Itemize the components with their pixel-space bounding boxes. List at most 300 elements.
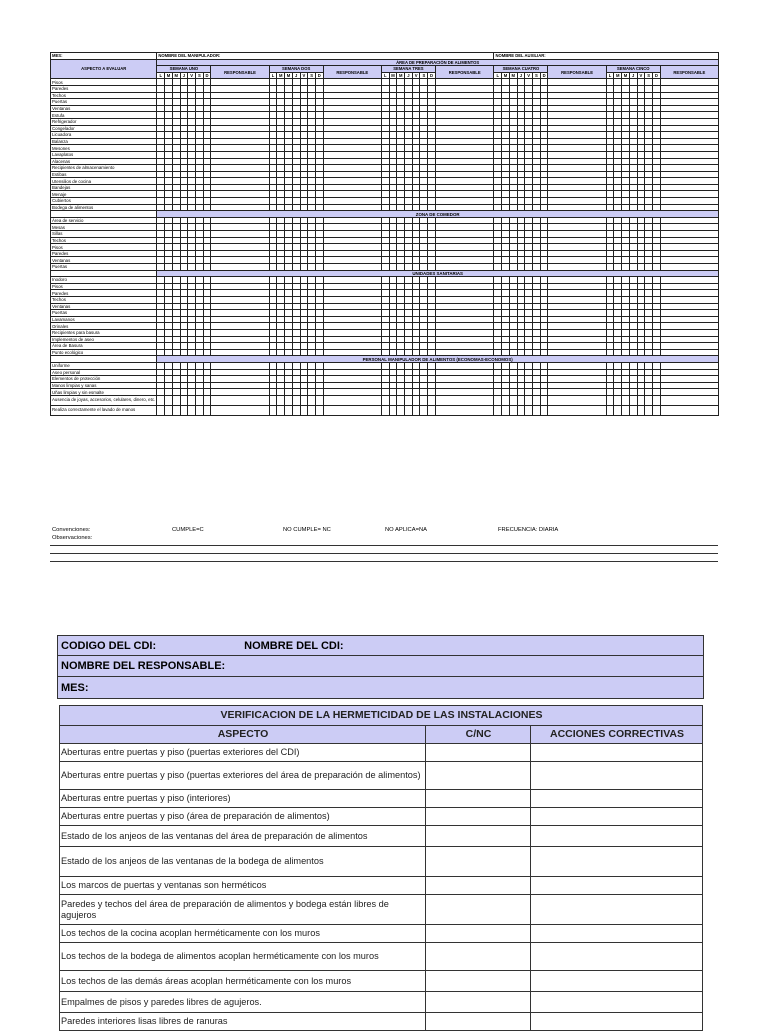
- check-cell[interactable]: [548, 105, 606, 112]
- check-cell[interactable]: [660, 99, 718, 106]
- check-cell[interactable]: [637, 316, 645, 323]
- check-cell[interactable]: [428, 237, 436, 244]
- check-cell[interactable]: [300, 244, 308, 251]
- check-cell[interactable]: [323, 191, 381, 198]
- check-cell[interactable]: [494, 250, 502, 257]
- check-cell[interactable]: [300, 303, 308, 310]
- check-cell[interactable]: [428, 405, 436, 415]
- check-cell[interactable]: [517, 184, 525, 191]
- check-cell[interactable]: [660, 244, 718, 251]
- check-cell[interactable]: [517, 264, 525, 271]
- check-cell[interactable]: [389, 138, 397, 145]
- check-cell[interactable]: [285, 105, 293, 112]
- check-cell[interactable]: [203, 310, 211, 317]
- check-cell[interactable]: [211, 303, 269, 310]
- check-cell[interactable]: [397, 178, 405, 185]
- check-cell[interactable]: [323, 184, 381, 191]
- check-cell[interactable]: [548, 349, 606, 356]
- check-cell[interactable]: [405, 85, 413, 92]
- check-cell[interactable]: [533, 323, 541, 330]
- check-cell[interactable]: [653, 264, 661, 271]
- check-cell[interactable]: [622, 283, 630, 290]
- check-cell[interactable]: [203, 369, 211, 376]
- check-cell[interactable]: [269, 329, 277, 336]
- check-cell[interactable]: [533, 283, 541, 290]
- check-cell[interactable]: [494, 105, 502, 112]
- check-cell[interactable]: [540, 151, 548, 158]
- check-cell[interactable]: [405, 204, 413, 211]
- check-cell[interactable]: [315, 310, 323, 317]
- check-cell[interactable]: [653, 224, 661, 231]
- check-cell[interactable]: [195, 264, 203, 271]
- check-cell[interactable]: [389, 323, 397, 330]
- check-cell[interactable]: [211, 277, 269, 284]
- check-cell[interactable]: [389, 343, 397, 350]
- check-cell[interactable]: [389, 158, 397, 165]
- check-cell[interactable]: [494, 132, 502, 139]
- check-cell[interactable]: [412, 171, 420, 178]
- check-cell[interactable]: [540, 349, 548, 356]
- check-cell[interactable]: [381, 250, 389, 257]
- check-cell[interactable]: [323, 217, 381, 224]
- check-cell[interactable]: [285, 138, 293, 145]
- check-cell[interactable]: [540, 250, 548, 257]
- check-cell[interactable]: [629, 277, 637, 284]
- check-cell[interactable]: [540, 244, 548, 251]
- check-cell[interactable]: [172, 376, 180, 383]
- check-cell[interactable]: [188, 310, 196, 317]
- check-cell[interactable]: [315, 323, 323, 330]
- check-cell[interactable]: [645, 125, 653, 132]
- check-cell[interactable]: [637, 92, 645, 99]
- check-cell[interactable]: [292, 151, 300, 158]
- check-cell[interactable]: [533, 296, 541, 303]
- check-cell[interactable]: [548, 92, 606, 99]
- check-cell[interactable]: [606, 224, 614, 231]
- check-cell[interactable]: [397, 138, 405, 145]
- check-cell[interactable]: [405, 343, 413, 350]
- check-cell[interactable]: [420, 310, 428, 317]
- check-cell[interactable]: [269, 132, 277, 139]
- check-cell[interactable]: [397, 171, 405, 178]
- check-cell[interactable]: [509, 85, 517, 92]
- check-cell[interactable]: [157, 178, 165, 185]
- check-cell[interactable]: [211, 171, 269, 178]
- check-cell[interactable]: [211, 237, 269, 244]
- check-cell[interactable]: [517, 178, 525, 185]
- check-cell[interactable]: [203, 112, 211, 119]
- check-cell[interactable]: [157, 257, 165, 264]
- check-cell[interactable]: [653, 349, 661, 356]
- check-cell[interactable]: [645, 303, 653, 310]
- check-cell[interactable]: [533, 336, 541, 343]
- check-cell[interactable]: [269, 231, 277, 238]
- check-cell[interactable]: [494, 79, 502, 86]
- check-cell[interactable]: [195, 204, 203, 211]
- acciones-cell[interactable]: [531, 925, 703, 943]
- check-cell[interactable]: [300, 250, 308, 257]
- check-cell[interactable]: [203, 264, 211, 271]
- check-cell[interactable]: [188, 382, 196, 389]
- check-cell[interactable]: [397, 217, 405, 224]
- check-cell[interactable]: [502, 151, 510, 158]
- check-cell[interactable]: [548, 79, 606, 86]
- check-cell[interactable]: [629, 105, 637, 112]
- check-cell[interactable]: [188, 191, 196, 198]
- check-cell[interactable]: [195, 303, 203, 310]
- check-cell[interactable]: [509, 184, 517, 191]
- check-cell[interactable]: [308, 224, 316, 231]
- check-cell[interactable]: [622, 389, 630, 396]
- check-cell[interactable]: [606, 99, 614, 106]
- check-cell[interactable]: [533, 158, 541, 165]
- check-cell[interactable]: [412, 283, 420, 290]
- check-cell[interactable]: [525, 310, 533, 317]
- check-cell[interactable]: [637, 369, 645, 376]
- check-cell[interactable]: [397, 349, 405, 356]
- check-cell[interactable]: [660, 217, 718, 224]
- check-cell[interactable]: [308, 329, 316, 336]
- check-cell[interactable]: [494, 158, 502, 165]
- check-cell[interactable]: [300, 158, 308, 165]
- check-cell[interactable]: [157, 316, 165, 323]
- check-cell[interactable]: [660, 158, 718, 165]
- check-cell[interactable]: [629, 191, 637, 198]
- check-cell[interactable]: [614, 277, 622, 284]
- check-cell[interactable]: [165, 405, 173, 415]
- check-cell[interactable]: [300, 395, 308, 405]
- check-cell[interactable]: [435, 204, 494, 211]
- check-cell[interactable]: [180, 264, 188, 271]
- check-cell[interactable]: [397, 316, 405, 323]
- check-cell[interactable]: [188, 125, 196, 132]
- check-cell[interactable]: [381, 125, 389, 132]
- check-cell[interactable]: [653, 92, 661, 99]
- check-cell[interactable]: [308, 138, 316, 145]
- check-cell[interactable]: [269, 99, 277, 106]
- check-cell[interactable]: [653, 204, 661, 211]
- check-cell[interactable]: [494, 389, 502, 396]
- check-cell[interactable]: [548, 99, 606, 106]
- check-cell[interactable]: [195, 217, 203, 224]
- check-cell[interactable]: [533, 231, 541, 238]
- check-cell[interactable]: [660, 112, 718, 119]
- check-cell[interactable]: [540, 296, 548, 303]
- check-cell[interactable]: [389, 151, 397, 158]
- check-cell[interactable]: [428, 198, 436, 205]
- check-cell[interactable]: [540, 217, 548, 224]
- check-cell[interactable]: [420, 303, 428, 310]
- check-cell[interactable]: [637, 336, 645, 343]
- cnc-cell[interactable]: [426, 895, 531, 925]
- check-cell[interactable]: [203, 184, 211, 191]
- check-cell[interactable]: [502, 369, 510, 376]
- check-cell[interactable]: [606, 296, 614, 303]
- check-cell[interactable]: [308, 151, 316, 158]
- check-cell[interactable]: [165, 125, 173, 132]
- check-cell[interactable]: [533, 118, 541, 125]
- check-cell[interactable]: [195, 191, 203, 198]
- check-cell[interactable]: [533, 178, 541, 185]
- check-cell[interactable]: [211, 369, 269, 376]
- check-cell[interactable]: [502, 362, 510, 369]
- check-cell[interactable]: [381, 290, 389, 297]
- check-cell[interactable]: [315, 125, 323, 132]
- check-cell[interactable]: [269, 395, 277, 405]
- check-cell[interactable]: [308, 198, 316, 205]
- check-cell[interactable]: [172, 290, 180, 297]
- check-cell[interactable]: [525, 329, 533, 336]
- check-cell[interactable]: [405, 191, 413, 198]
- check-cell[interactable]: [300, 125, 308, 132]
- check-cell[interactable]: [211, 191, 269, 198]
- check-cell[interactable]: [397, 264, 405, 271]
- check-cell[interactable]: [622, 151, 630, 158]
- check-cell[interactable]: [502, 349, 510, 356]
- check-cell[interactable]: [637, 244, 645, 251]
- cnc-cell[interactable]: [426, 992, 531, 1013]
- check-cell[interactable]: [622, 290, 630, 297]
- check-cell[interactable]: [540, 198, 548, 205]
- check-cell[interactable]: [157, 165, 165, 172]
- check-cell[interactable]: [277, 231, 285, 238]
- check-cell[interactable]: [412, 323, 420, 330]
- cnc-cell[interactable]: [426, 847, 531, 877]
- check-cell[interactable]: [180, 231, 188, 238]
- check-cell[interactable]: [614, 138, 622, 145]
- check-cell[interactable]: [188, 158, 196, 165]
- check-cell[interactable]: [435, 118, 494, 125]
- check-cell[interactable]: [660, 151, 718, 158]
- check-cell[interactable]: [195, 145, 203, 152]
- check-cell[interactable]: [300, 264, 308, 271]
- check-cell[interactable]: [277, 204, 285, 211]
- check-cell[interactable]: [277, 405, 285, 415]
- check-cell[interactable]: [412, 151, 420, 158]
- check-cell[interactable]: [509, 118, 517, 125]
- check-cell[interactable]: [389, 217, 397, 224]
- check-cell[interactable]: [405, 389, 413, 396]
- check-cell[interactable]: [660, 329, 718, 336]
- check-cell[interactable]: [405, 250, 413, 257]
- check-cell[interactable]: [540, 105, 548, 112]
- check-cell[interactable]: [412, 369, 420, 376]
- check-cell[interactable]: [188, 99, 196, 106]
- check-cell[interactable]: [660, 336, 718, 343]
- check-cell[interactable]: [428, 349, 436, 356]
- check-cell[interactable]: [660, 105, 718, 112]
- check-cell[interactable]: [277, 198, 285, 205]
- check-cell[interactable]: [637, 224, 645, 231]
- check-cell[interactable]: [525, 369, 533, 376]
- check-cell[interactable]: [195, 105, 203, 112]
- check-cell[interactable]: [292, 231, 300, 238]
- check-cell[interactable]: [180, 257, 188, 264]
- check-cell[interactable]: [195, 184, 203, 191]
- check-cell[interactable]: [629, 99, 637, 106]
- check-cell[interactable]: [195, 224, 203, 231]
- check-cell[interactable]: [428, 171, 436, 178]
- check-cell[interactable]: [653, 389, 661, 396]
- check-cell[interactable]: [606, 283, 614, 290]
- check-cell[interactable]: [211, 329, 269, 336]
- check-cell[interactable]: [412, 382, 420, 389]
- check-cell[interactable]: [548, 217, 606, 224]
- check-cell[interactable]: [606, 198, 614, 205]
- check-cell[interactable]: [412, 92, 420, 99]
- check-cell[interactable]: [292, 178, 300, 185]
- check-cell[interactable]: [502, 138, 510, 145]
- check-cell[interactable]: [548, 125, 606, 132]
- check-cell[interactable]: [629, 145, 637, 152]
- check-cell[interactable]: [420, 296, 428, 303]
- check-cell[interactable]: [300, 138, 308, 145]
- check-cell[interactable]: [637, 283, 645, 290]
- check-cell[interactable]: [525, 303, 533, 310]
- check-cell[interactable]: [660, 296, 718, 303]
- check-cell[interactable]: [405, 79, 413, 86]
- check-cell[interactable]: [660, 178, 718, 185]
- check-cell[interactable]: [323, 264, 381, 271]
- check-cell[interactable]: [525, 184, 533, 191]
- check-cell[interactable]: [645, 264, 653, 271]
- check-cell[interactable]: [292, 290, 300, 297]
- check-cell[interactable]: [277, 283, 285, 290]
- check-cell[interactable]: [653, 198, 661, 205]
- check-cell[interactable]: [157, 303, 165, 310]
- check-cell[interactable]: [420, 158, 428, 165]
- check-cell[interactable]: [645, 138, 653, 145]
- check-cell[interactable]: [494, 283, 502, 290]
- check-cell[interactable]: [653, 165, 661, 172]
- check-cell[interactable]: [172, 237, 180, 244]
- check-cell[interactable]: [428, 329, 436, 336]
- check-cell[interactable]: [269, 277, 277, 284]
- check-cell[interactable]: [292, 343, 300, 350]
- check-cell[interactable]: [323, 290, 381, 297]
- check-cell[interactable]: [622, 405, 630, 415]
- check-cell[interactable]: [660, 231, 718, 238]
- check-cell[interactable]: [195, 257, 203, 264]
- check-cell[interactable]: [285, 382, 293, 389]
- check-cell[interactable]: [428, 191, 436, 198]
- check-cell[interactable]: [308, 277, 316, 284]
- check-cell[interactable]: [269, 405, 277, 415]
- check-cell[interactable]: [165, 290, 173, 297]
- check-cell[interactable]: [614, 349, 622, 356]
- check-cell[interactable]: [203, 171, 211, 178]
- check-cell[interactable]: [157, 362, 165, 369]
- check-cell[interactable]: [645, 118, 653, 125]
- check-cell[interactable]: [517, 85, 525, 92]
- check-cell[interactable]: [315, 79, 323, 86]
- check-cell[interactable]: [629, 343, 637, 350]
- check-cell[interactable]: [540, 283, 548, 290]
- check-cell[interactable]: [157, 296, 165, 303]
- check-cell[interactable]: [285, 99, 293, 106]
- acciones-cell[interactable]: [531, 847, 703, 877]
- check-cell[interactable]: [157, 244, 165, 251]
- check-cell[interactable]: [517, 145, 525, 152]
- check-cell[interactable]: [172, 171, 180, 178]
- check-cell[interactable]: [533, 382, 541, 389]
- check-cell[interactable]: [277, 303, 285, 310]
- check-cell[interactable]: [517, 323, 525, 330]
- check-cell[interactable]: [285, 257, 293, 264]
- check-cell[interactable]: [525, 343, 533, 350]
- check-cell[interactable]: [435, 250, 494, 257]
- check-cell[interactable]: [420, 316, 428, 323]
- check-cell[interactable]: [435, 303, 494, 310]
- check-cell[interactable]: [180, 244, 188, 251]
- check-cell[interactable]: [397, 244, 405, 251]
- check-cell[interactable]: [308, 118, 316, 125]
- check-cell[interactable]: [211, 217, 269, 224]
- check-cell[interactable]: [285, 92, 293, 99]
- check-cell[interactable]: [157, 329, 165, 336]
- acciones-cell[interactable]: [531, 971, 703, 992]
- check-cell[interactable]: [269, 310, 277, 317]
- check-cell[interactable]: [629, 310, 637, 317]
- check-cell[interactable]: [172, 349, 180, 356]
- check-cell[interactable]: [157, 217, 165, 224]
- check-cell[interactable]: [517, 329, 525, 336]
- check-cell[interactable]: [300, 349, 308, 356]
- check-cell[interactable]: [509, 323, 517, 330]
- check-cell[interactable]: [188, 85, 196, 92]
- check-cell[interactable]: [300, 343, 308, 350]
- check-cell[interactable]: [614, 244, 622, 251]
- check-cell[interactable]: [540, 362, 548, 369]
- check-cell[interactable]: [494, 395, 502, 405]
- check-cell[interactable]: [540, 204, 548, 211]
- check-cell[interactable]: [653, 290, 661, 297]
- check-cell[interactable]: [157, 79, 165, 86]
- check-cell[interactable]: [606, 85, 614, 92]
- check-cell[interactable]: [509, 349, 517, 356]
- check-cell[interactable]: [660, 118, 718, 125]
- check-cell[interactable]: [645, 405, 653, 415]
- check-cell[interactable]: [517, 217, 525, 224]
- check-cell[interactable]: [180, 369, 188, 376]
- check-cell[interactable]: [509, 257, 517, 264]
- check-cell[interactable]: [412, 158, 420, 165]
- check-cell[interactable]: [614, 310, 622, 317]
- check-cell[interactable]: [308, 184, 316, 191]
- check-cell[interactable]: [412, 310, 420, 317]
- check-cell[interactable]: [629, 92, 637, 99]
- check-cell[interactable]: [660, 204, 718, 211]
- check-cell[interactable]: [405, 369, 413, 376]
- check-cell[interactable]: [397, 362, 405, 369]
- check-cell[interactable]: [517, 158, 525, 165]
- check-cell[interactable]: [629, 204, 637, 211]
- check-cell[interactable]: [285, 405, 293, 415]
- check-cell[interactable]: [412, 277, 420, 284]
- check-cell[interactable]: [622, 171, 630, 178]
- check-cell[interactable]: [172, 217, 180, 224]
- check-cell[interactable]: [188, 178, 196, 185]
- check-cell[interactable]: [435, 382, 494, 389]
- check-cell[interactable]: [323, 303, 381, 310]
- check-cell[interactable]: [157, 132, 165, 139]
- check-cell[interactable]: [269, 165, 277, 172]
- check-cell[interactable]: [172, 316, 180, 323]
- check-cell[interactable]: [420, 395, 428, 405]
- check-cell[interactable]: [180, 79, 188, 86]
- check-cell[interactable]: [389, 277, 397, 284]
- check-cell[interactable]: [517, 132, 525, 139]
